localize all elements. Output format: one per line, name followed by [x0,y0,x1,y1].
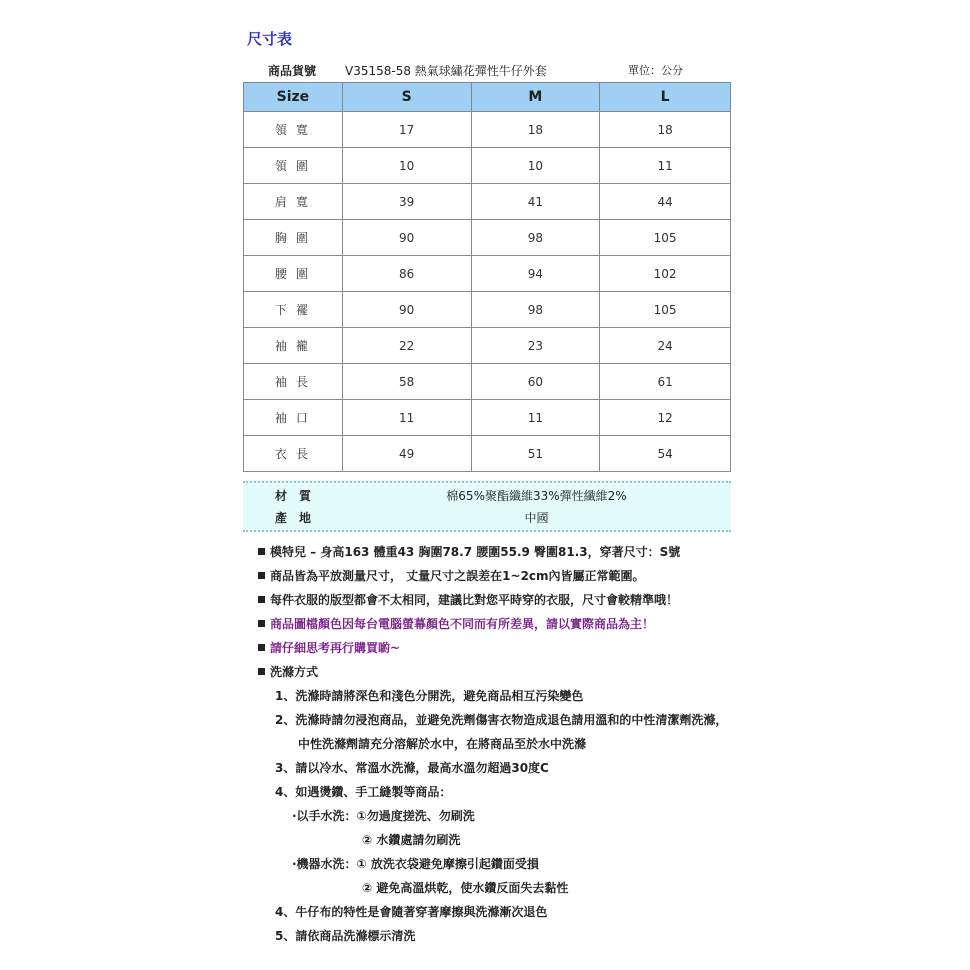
cell-m: 98 [471,292,600,328]
wash-hand-2: ② 水鑽處請勿刷洗 [362,833,461,847]
cell-l: 102 [600,256,731,292]
bullet-icon [258,548,265,555]
cell-s: 10 [342,148,471,184]
origin-value: 中國 [524,511,549,525]
header-s: S [342,83,471,112]
header-size: Size [244,83,343,112]
cell-m: 11 [471,400,600,436]
wash-item-6: 5、請依商品洗滌標示清洗 [275,929,416,943]
table-row [244,148,731,184]
cell-s: 90 [342,292,471,328]
row-label: 袖襱 [244,328,343,364]
cell-s: 22 [342,328,471,364]
note-think: 請仔細思考再行購買喲~ [258,639,400,656]
origin-label: 產地 [275,511,324,525]
table-row [244,220,731,256]
wash-item-5: 4、牛仔布的特性是會隨著穿著摩擦與洗滌漸次退色 [275,905,548,919]
cell-m: 51 [471,436,600,472]
cell-m: 60 [471,364,600,400]
wash-item-1: 1、洗滌時請將深色和淺色分開洗，避免商品相互污染變色 [275,689,584,703]
wash-item-3: 3、請以冷水、常溫水洗滌，最高水溫勿超過30度C [275,761,549,775]
row-label: 衣長 [244,436,343,472]
wash-item-4: 4、如遇燙鑽、手工縫製等商品： [275,785,452,799]
cell-m: 41 [471,184,600,220]
cell-s: 17 [342,112,471,148]
header-l: L [600,83,731,112]
table-row [244,256,731,292]
cell-m: 10 [471,148,600,184]
cell-l: 105 [600,220,731,256]
product-code-name: V35158-58 熱氣球繡花彈性牛仔外套 [345,64,547,78]
wash-hand-1: ·以手水洗：①勿過度搓洗、勿刷洗 [292,809,475,823]
table-row [244,328,731,364]
material-origin-panel [243,481,731,532]
note-measurement: 商品皆為平放測量尺寸， 丈量尺寸之誤差在1~2cm內皆屬正常範圍。 [258,567,645,584]
note-wash-heading: 洗滌方式 [258,663,318,680]
note-fit: 每件衣服的版型都會不太相同，建議比對您平時穿的衣服，尺寸會較精準哦！ [258,591,678,608]
table-row [244,184,731,220]
cell-s: 58 [342,364,471,400]
bullet-icon [258,644,265,651]
material-label: 材質 [275,489,324,503]
wash-item-2-cont: 中性洗滌劑請充分溶解於水中，在將商品至於水中洗滌 [298,737,587,751]
cell-l: 105 [600,292,731,328]
wash-machine-2: ② 避免高溫烘乾，使水鑽反面失去黏性 [362,881,569,895]
product-info-row [243,60,731,80]
cell-l: 61 [600,364,731,400]
cell-l: 54 [600,436,731,472]
wash-item-2: 2、洗滌時請勿浸泡商品，並避免洗劑傷害衣物造成退色請用溫和的中性清潔劑洗滌， [275,713,728,727]
row-label: 袖口 [244,400,343,436]
bullet-icon [258,572,265,579]
table-row [244,436,731,472]
table-row [244,364,731,400]
bullet-icon [258,596,265,603]
cell-l: 44 [600,184,731,220]
unit-label: 單位：公分 [628,64,683,77]
cell-s: 11 [342,400,471,436]
cell-l: 18 [600,112,731,148]
cell-l: 24 [600,328,731,364]
table-row [244,292,731,328]
cell-m: 94 [471,256,600,292]
note-model: 模特兒 – 身高163 體重43 胸圍78.7 腰圍55.9 臀圍81.3，穿著尺寸：S號 [258,543,680,560]
page-title: 尺寸表 [247,30,293,48]
cell-m: 18 [471,112,600,148]
cell-m: 23 [471,328,600,364]
note-color: 商品圖檔顏色因每台電腦螢幕顏色不同而有所差異，請以實際商品為主！ [258,615,654,632]
cell-s: 90 [342,220,471,256]
row-label: 領圍 [244,148,343,184]
table-row [244,112,731,148]
material-value: 棉65%聚酯纖維33%彈性纖維2% [446,489,627,503]
row-label: 袖長 [244,364,343,400]
cell-s: 49 [342,436,471,472]
row-label: 胸圍 [244,220,343,256]
product-label: 商品貨號 [268,64,317,78]
table-row [244,400,731,436]
wash-machine-1: ·機器水洗：① 放洗衣袋避免摩擦引起鑽面受損 [292,857,539,871]
size-table-header [244,83,731,112]
row-label: 腰圍 [244,256,343,292]
bullet-icon [258,668,265,675]
row-label: 領寬 [244,112,343,148]
cell-s: 39 [342,184,471,220]
header-m: M [471,83,600,112]
size-table [243,82,731,472]
cell-s: 86 [342,256,471,292]
row-label: 肩寬 [244,184,343,220]
cell-l: 11 [600,148,731,184]
bullet-icon [258,620,265,627]
cell-m: 98 [471,220,600,256]
cell-l: 12 [600,400,731,436]
row-label: 下襬 [244,292,343,328]
